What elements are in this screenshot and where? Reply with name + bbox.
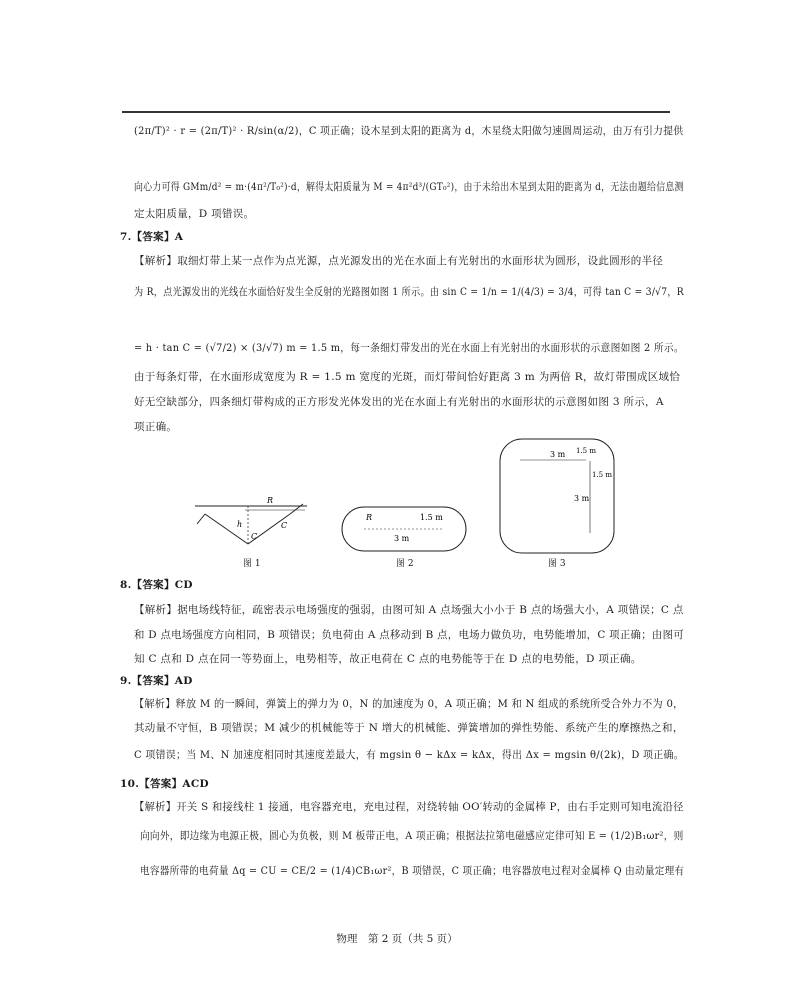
fig2-label-w: 1.5 m (420, 513, 443, 522)
fig1-label-h: h (237, 520, 243, 529)
text-line: 向心力可得 GMm/d² = m·(4π²/T₀²)·d，解得太阳质量为 M = 4π²d³/(GT₀²)，由于未给出木星到太阳的距离为 d，无法由题给信息测 (134, 181, 684, 193)
text-line: 项正确。 (134, 421, 178, 433)
header-rule (122, 111, 670, 113)
figure-3-caption: 图 3 (548, 559, 566, 569)
fig1-label-C2: C (281, 521, 288, 530)
fig1-label-R: R (267, 496, 274, 505)
figure-2-caption: 图 2 (396, 559, 414, 569)
text-line: 【解析】释放 M 的一瞬间，弹簧上的弹力为 0，N 的加速度为 0，A 项正确；M 和 N 组成的系统所受合外力不为 0， (134, 698, 684, 710)
text-line: (2π/T)² · r = (2π/T)² · R/sin(α/2)，C 项正确；设木星到太阳的距离为 d，木星绕太阳做匀速圆周运动，由万有引力提供 (134, 125, 684, 137)
text-line: 知 C 点和 D 点在同一等势面上，电势相等，故正电荷在 C 点的电势能等于在 D 点的电势能，D 项正确。 (134, 653, 642, 665)
fig3-label-side1: 1.5 m (592, 471, 612, 479)
answer-heading: 8.【答案】CD (120, 579, 193, 591)
text-line: 和 D 点电场强度方向相同，B 项错误；负电荷由 A 点移动到 B 点，电场力做负功，电势能增加，C 项正确；由图可 (134, 629, 684, 641)
text-line: 【解析】开关 S 和接线柱 1 接通，电容器充电，充电过程，对绕转轴 OO′转动的金属棒 P，由右手定则可知电流沿径 (134, 801, 684, 813)
text-line: 【解析】取细灯带上某一点作为点光源，点光源发出的光在水面上有光射出的水面形状为圆形，设此圆形的半径 (134, 255, 664, 267)
text-line: 为 R，点光源发出的光线在水面恰好发生全反射的光路图如图 1 所示。由 sin C = 1/n = 1/(4/3) = 3/4，可得 tan C = 3/√7，R (134, 286, 684, 298)
text-line: 电容器所带的电荷量 Δq = CU = CE/2 = (1/4)CB₁ωr²，B 项错误，C 项正确；电容器放电过程对金属棒 Q 由动量定理有 (140, 865, 685, 877)
page-footer: 物理 第 2 页（共 5 页） (336, 933, 458, 945)
answer-heading: 10.【答案】ACD (120, 778, 209, 790)
ray-left (205, 514, 248, 544)
left-ray-ext (197, 514, 205, 524)
figure-1 (185, 494, 315, 559)
text-line: 好无空缺部分，四条细灯带构成的正方形发光体发出的光在水面上有光射出的水面形状的示意图如图 3 所示，A (134, 396, 664, 408)
fig2-label-l: 3 m (394, 534, 410, 543)
answer-heading: 9.【答案】AD (120, 675, 193, 687)
fig3-label-side2: 3 m (574, 494, 590, 503)
fig3-label-top: 3 m (550, 450, 566, 459)
fig3-label-corner: 1.5 m (576, 447, 596, 455)
text-line: 定太阳质量，D 项错误。 (134, 208, 255, 220)
text-line: 其动量不守恒，B 项错误；M 减少的机械能等于 N 增大的机械能、弹簧增加的弹性势能、系统产生的摩擦热之和， (134, 722, 684, 734)
answer-heading: 7.【答案】A (120, 231, 184, 243)
figure-2 (340, 505, 470, 555)
text-line: = h · tan C = (√7/2) × (3/√7) m = 1.5 m，每一条细灯带发出的光在水面上有光射出的水面形状的示意图如图 2 所示。 (134, 342, 684, 354)
text-line: 【解析】据电场线特征，疏密表示电场强度的强弱，由图可知 A 点场强大小小于 B 点的场强大小，A 项错误；C 点 (134, 604, 684, 616)
text-line: 由于每条灯带，在水面形成宽度为 R = 1.5 m 宽度的光斑，而灯带间恰好距离 3 m 为两倍 R，故灯带围成区域恰 (134, 371, 681, 383)
text-line: C 项错误；当 M、N 加速度相同时其速度差最大，有 mgsin θ − kΔx = kΔx，得出 Δx = mgsin θ/(2k)，D 项正确。 (134, 749, 684, 761)
figure-1-caption: 图 1 (243, 559, 261, 569)
fig1-label-C1: C (251, 532, 258, 541)
fig2-label-R: R (366, 513, 373, 522)
figure-3 (498, 437, 616, 555)
text-line: 向向外，即边缘为电源正极，圆心为负极，则 M 板带正电，A 项正确；根据法拉第电磁感应定律可知 E = (1/2)B₁ωr²，则 (140, 830, 684, 842)
